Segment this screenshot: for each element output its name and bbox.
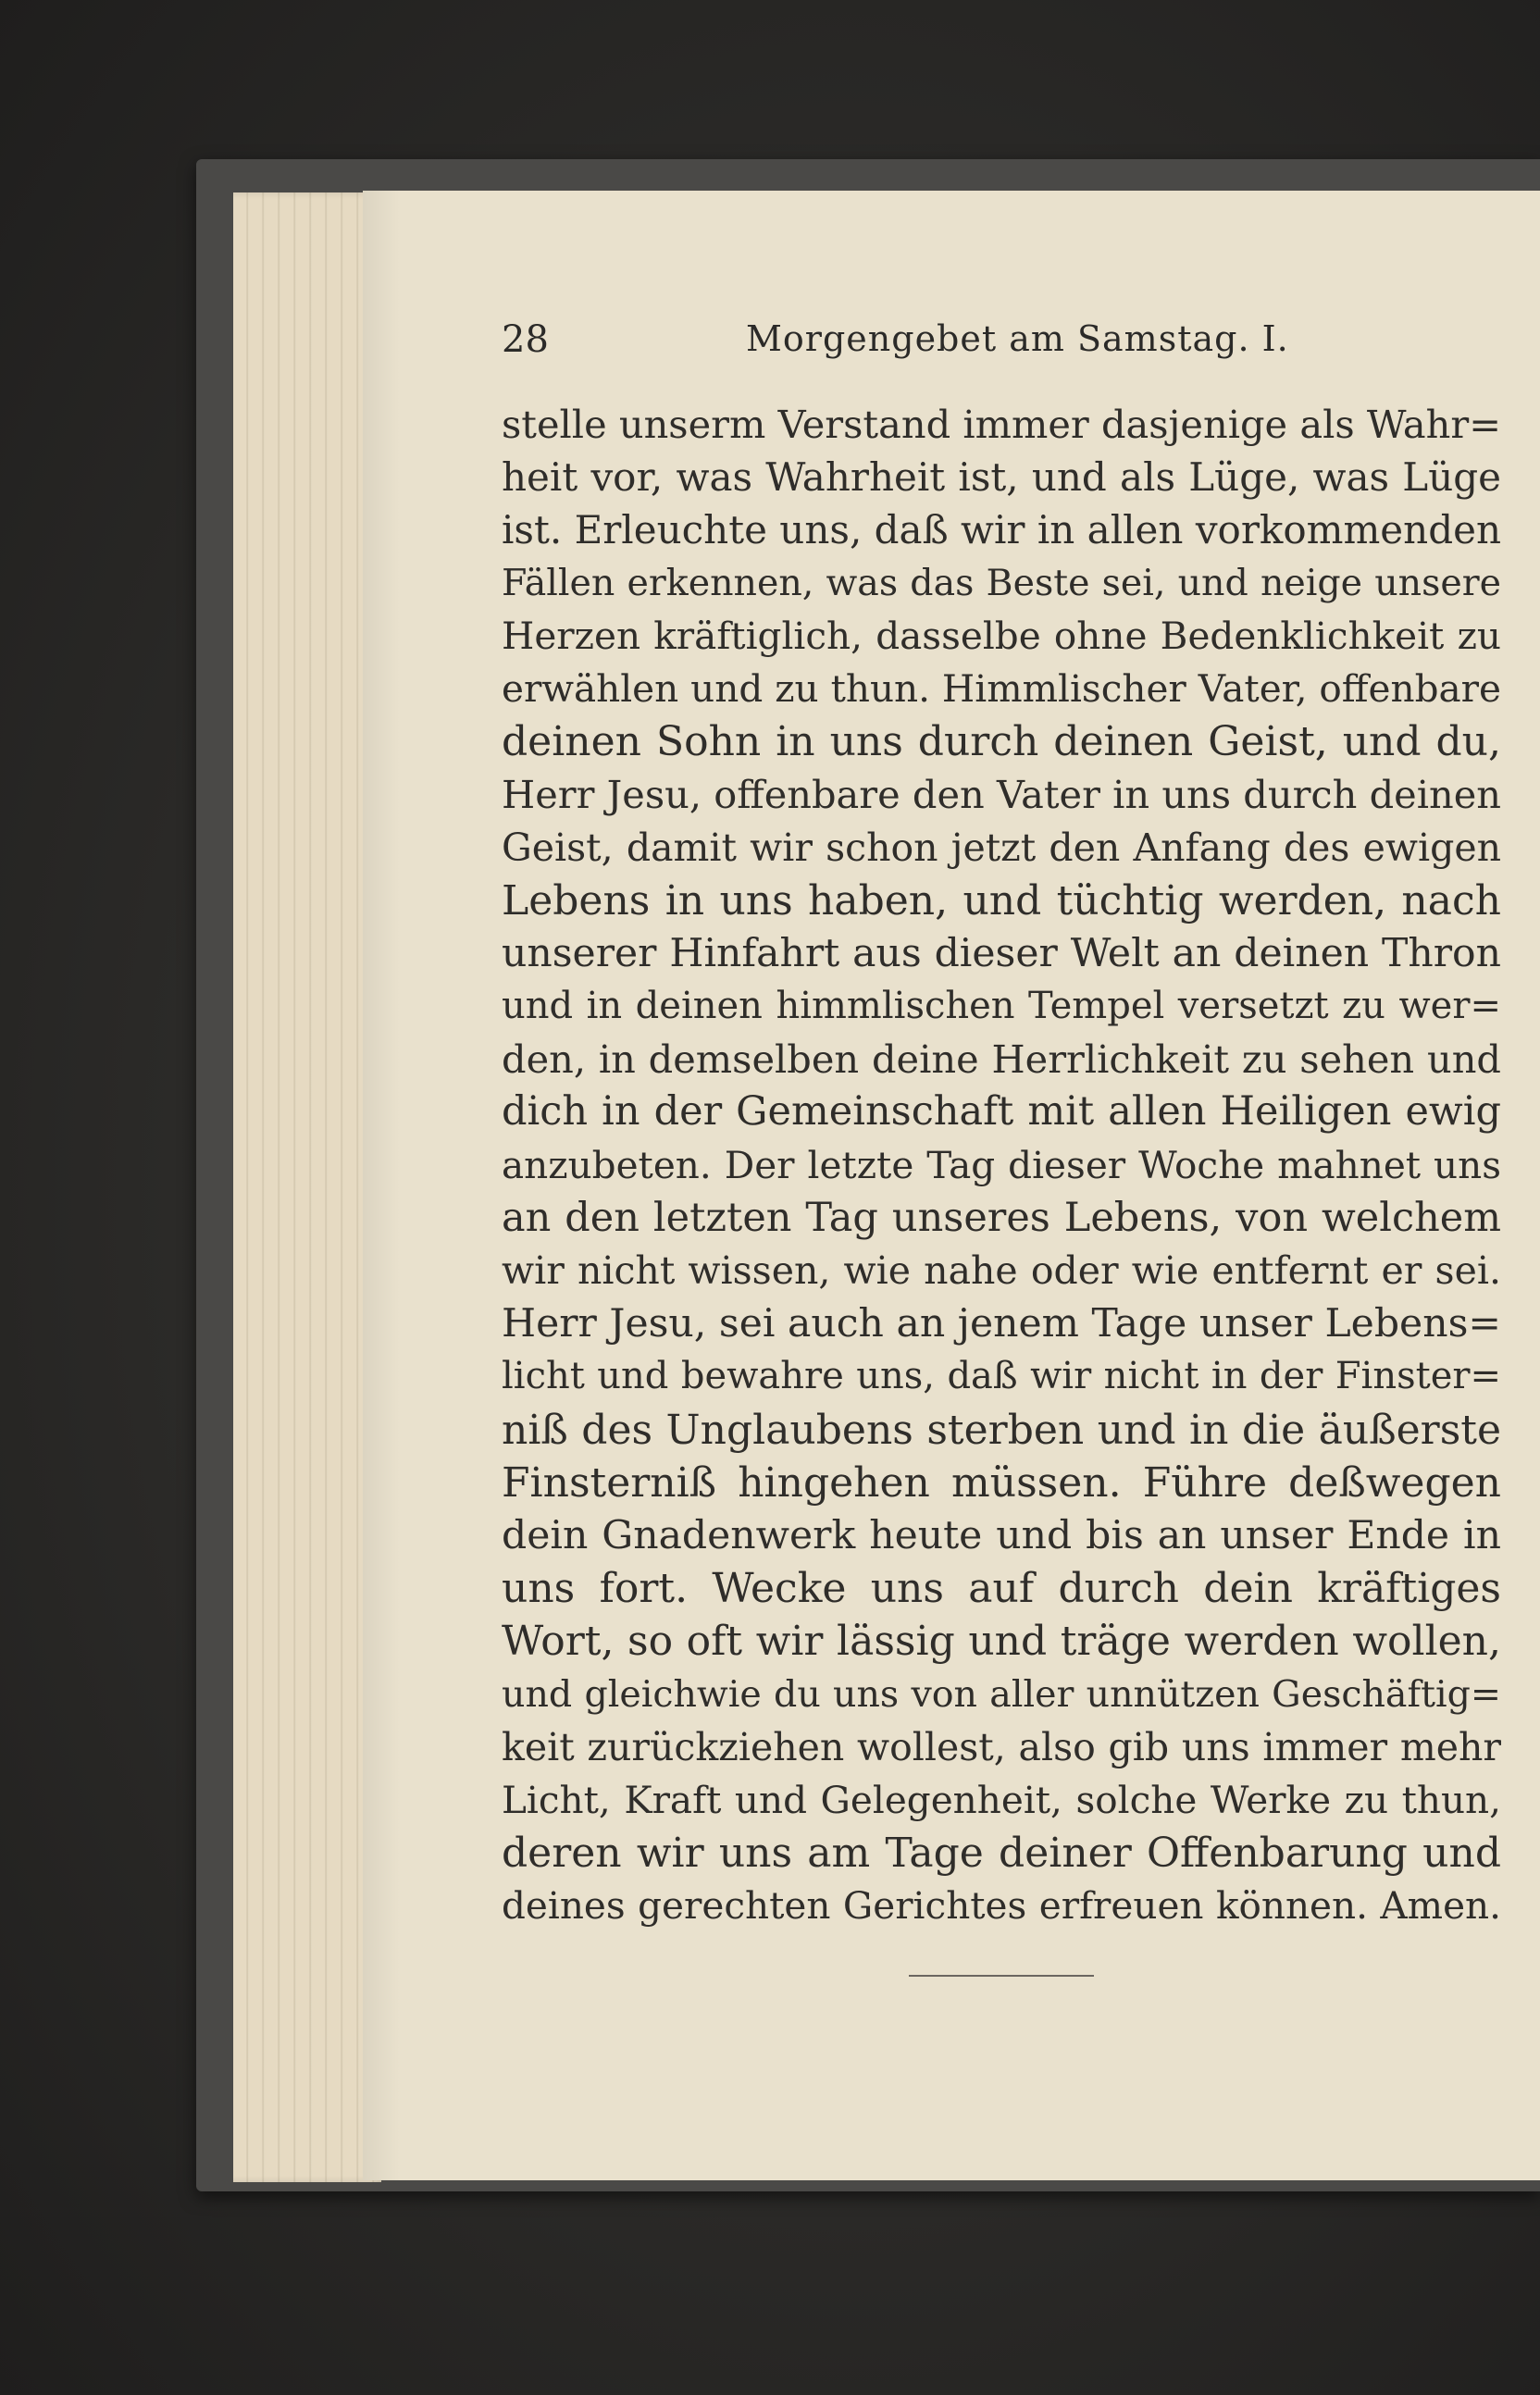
text-line: Herr Jesu, offenbare den Vater in uns durch deinen	[502, 772, 1501, 818]
end-rule	[909, 1975, 1094, 1977]
page-edges	[233, 192, 381, 2182]
text-line: deren wir uns am Tage deiner Offenbarung und	[502, 1830, 1501, 1878]
text-line: heit vor, was Wahrheit ist, und als Lüge, was Lüge	[502, 454, 1501, 501]
text-line: und in deinen himmlischen Tempel versetzt zu wer=	[502, 985, 1501, 1028]
text-line: an den letzten Tag unseres Lebens, von welchem	[502, 1194, 1501, 1241]
text-line: Wort, so oft wir lässig und träge werden wollen,	[502, 1618, 1501, 1666]
text-line: uns fort. Wecke uns auf durch dein kräftiges	[502, 1565, 1501, 1613]
text-line: anzubeten. Der letzte Tag dieser Woche mahnet uns	[502, 1142, 1501, 1187]
text-line: unserer Hinfahrt aus dieser Welt an deinen Thron	[502, 930, 1501, 976]
text-line: Geist, damit wir schon jetzt den Anfang des ewigen	[502, 825, 1501, 870]
text-line: Licht, Kraft und Gelegenheit, solche Werke zu thun,	[502, 1777, 1501, 1822]
text-line: dich in der Gemeinschaft mit allen Heiligen ewig	[502, 1088, 1501, 1135]
text-line: deines gerechten Gerichtes erfreuen können. Amen.	[502, 1883, 1501, 1929]
text-line: licht und bewahre uns, daß wir nicht in der Finster=	[502, 1355, 1501, 1398]
text-line: niß des Unglaubens sterben und in die äußerste	[502, 1406, 1501, 1454]
text-line: deinen Sohn in uns durch deinen Geist, und du,	[502, 718, 1501, 766]
text-line: den, in demselben deine Herrlichkeit zu sehen und	[502, 1036, 1501, 1083]
text-line: Herr Jesu, sei auch an jenem Tage unser Lebens=	[502, 1301, 1501, 1347]
text-line: dein Gnadenwerk heute und bis an unser Ende in	[502, 1512, 1501, 1558]
page-number: 28	[502, 318, 549, 361]
text-line: Fällen erkennen, was das Beste sei, und neige unsere	[502, 561, 1501, 604]
text-line: wir nicht wissen, wie nahe oder wie entfernt er sei.	[502, 1248, 1501, 1293]
text-line: erwählen und zu thun. Himmlischer Vater, offenbare	[502, 665, 1501, 711]
book-page	[363, 191, 1540, 2180]
text-line: Lebens in uns haben, und tüchtig werden, nach	[502, 876, 1501, 924]
running-head: Morgengebet am Samstag. I.	[746, 318, 1289, 359]
text-line: stelle unserm Verstand immer dasjenige als Wahr=	[502, 402, 1501, 447]
page-header	[502, 318, 1335, 383]
text-line: Finsterniß hingehen müssen. Führe deßwegen	[502, 1458, 1501, 1507]
text-line: ist. Erleuchte uns, daß wir in allen vorkommenden	[502, 507, 1501, 553]
text-line: Herzen kräftiglich, dasselbe ohne Bedenklichkeit zu	[502, 613, 1501, 658]
text-line: keit zurückziehen wollest, also gib uns immer mehr	[502, 1724, 1501, 1769]
text-line: und gleichwie du uns von aller unnützen Geschäftig=	[502, 1672, 1501, 1716]
body-text	[502, 398, 1501, 1932]
